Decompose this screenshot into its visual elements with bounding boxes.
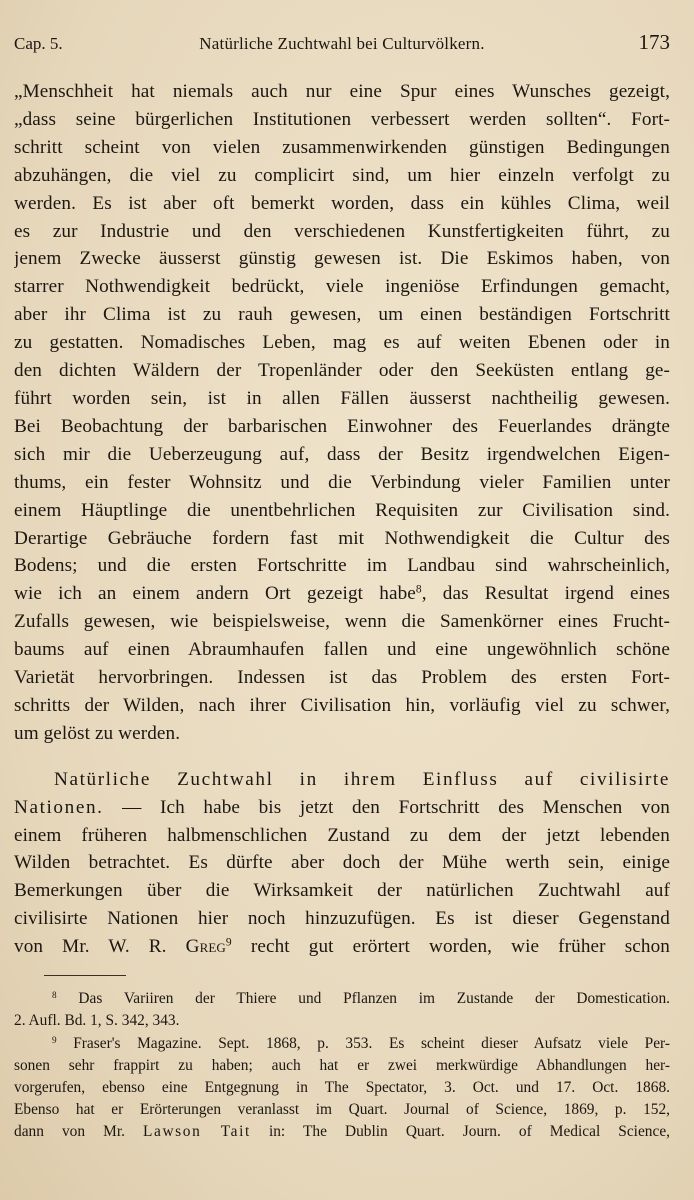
text-line: einem früheren halbmenschlichen Zustand zu dem der jetzt lebenden <box>14 824 670 846</box>
text-line: Zufalls gewesen, wie beispielsweise, wenn die Samenkörner eines Frucht- <box>14 611 670 633</box>
footnote-ref-8[interactable]: 8 <box>415 583 422 596</box>
text-line: starrer Nothwendigkeit bedrückt, viele ingeniöse Erfindungen gemacht, <box>14 276 670 298</box>
paragraph-2 <box>14 766 670 961</box>
text-line: baums auf einen Abraumhaufen fallen und eine ungewöhnlich schöne <box>14 639 670 661</box>
text-line: jenem Zwecke äusserst günstig gewesen ist. Die Eskimos haben, von <box>14 248 670 270</box>
text-line: Derartige Gebräuche fordern fast mit Nothwendigkeit die Cultur des <box>14 527 670 549</box>
footnote-9 <box>14 1033 670 1055</box>
footnote-line: sonen sehr frappirt zu haben; auch hat er zwei merkwürdige Abhandlungen her- <box>14 1056 670 1074</box>
footnote-ref-9[interactable]: 9 <box>225 936 232 949</box>
line-text: — Ich habe bis jetzt den Fortschritt des Menschen von <box>103 796 670 818</box>
text-line: schritts der Wilden, nach ihrer Civilisation hin, vorläufig viel zu schwer, <box>14 694 670 716</box>
text-line: werden. Es ist aber oft bemerkt worden, dass ein kühles Clima, weil <box>14 192 670 214</box>
line-text: wie ich an einem andern Ort gezeigt habe <box>14 583 416 605</box>
text-line <box>14 794 670 822</box>
footnote-text: in: The Dublin Quart. Journ. of Medical Science, <box>250 1123 670 1141</box>
footnote-marker: 9 <box>52 1034 57 1045</box>
text-line: abzuhängen, die viel zu complicirt sind, um hier einzeln verfolgt zu <box>14 164 670 186</box>
footnotes <box>14 988 670 1143</box>
text-line: führt worden sein, ist in allen Fällen äusserst nachtheilig gewesen. <box>14 387 670 409</box>
author-name: Greg <box>185 936 226 958</box>
footnote-line: Ebenso hat er Erörterungen veranlasst im Quart. Journal of Science, 1869, p. 152, <box>14 1101 670 1119</box>
text-line: um gelöst zu werden. <box>14 722 181 744</box>
footnote-text: Fraser's Magazine. Sept. 1868, p. 353. Es scheint dieser Aufsatz viele Per- <box>73 1034 670 1052</box>
text-line: „dass seine bürgerlichen Institutionen verbessert werden sollten“. Fort- <box>14 108 670 130</box>
text-line: es zur Industrie und den verschiedenen Kunstfertigkeiten führt, zu <box>14 220 670 242</box>
text-line: aber ihr Clima ist zu rauh gewesen, um einen beständigen Fortschritt <box>14 304 670 326</box>
footnote-divider <box>44 975 126 976</box>
footnote-line <box>14 1121 670 1143</box>
section-heading-cont: Nationen. <box>14 796 104 818</box>
footnote-line: 2. Aufl. Bd. 1, S. 342, 343. <box>14 1012 180 1030</box>
footnote-text: dann von Mr. <box>14 1123 144 1141</box>
running-title: Natürliche Zuchtwahl bei Culturvölkern. <box>199 34 485 53</box>
text-line: Bodens; und die ersten Fortschritte im Landbau sind wahrscheinlich, <box>14 555 670 577</box>
page-number: 173 <box>638 30 670 54</box>
footnote-marker: 8 <box>52 990 57 1001</box>
chapter-label: Cap. 5. <box>14 34 63 53</box>
text-line <box>14 933 670 961</box>
text-line: Varietät hervorbringen. Indessen ist das Problem des ersten Fort- <box>14 667 670 689</box>
line-text: recht gut erörtert worden, wie früher schon <box>231 936 670 958</box>
footnote-8 <box>14 988 670 1010</box>
footnote-line: vorgerufen, ebenso eine Entgegnung in The Spectator, 3. Oct. und 17. Oct. 1868. <box>14 1078 670 1096</box>
author-name: Lawson Tait <box>143 1123 251 1141</box>
section-heading: Natürliche Zuchtwahl in ihrem Einfluss auf civilisirte <box>54 768 670 790</box>
text-line: zu gestatten. Nomadisches Leben, mag es auf weiten Ebenen oder in <box>14 332 670 354</box>
text-line: thums, ein fester Wohnsitz und die Verbindung vieler Familien unter <box>14 471 670 493</box>
text-line: schritt scheint von vielen zusammenwirkenden günstigen Bedingungen <box>14 136 670 158</box>
footnote-text: Das Variiren der Thiere und Pflanzen im Zustande der Domestication. <box>78 990 670 1008</box>
text-line: einem Häuptlinge die unentbehrlichen Requisiten zur Civilisation sind. <box>14 499 670 521</box>
text-line: den dichten Wäldern der Tropenländer oder den Seeküsten entlang ge- <box>14 360 670 382</box>
line-text: , das Resultat irgend eines <box>421 583 670 605</box>
text-line: Wilden betrachtet. Es dürfte aber doch der Mühe werth sein, einige <box>14 852 670 874</box>
text-line <box>14 580 670 608</box>
text-line: sich mir die Ueberzeugung auf, dass der Besitz irgendwelchen Eigen- <box>14 443 670 465</box>
book-page <box>14 30 670 1144</box>
text-line: Bemerkungen über die Wirksamkeit der natürlichen Zuchtwahl auf <box>14 880 670 902</box>
text-line: Bei Beobachtung der barbarischen Einwohner des Feuerlandes drängte <box>14 415 670 437</box>
line-text: von Mr. W. R. <box>14 936 186 958</box>
text-line: civilisirte Nationen hier noch hinzuzufügen. Es ist dieser Gegenstand <box>14 908 670 930</box>
running-header <box>14 30 670 58</box>
paragraph-1 <box>14 78 670 748</box>
text-line: „Menschheit hat niemals auch nur eine Spur eines Wunsches gezeigt, <box>14 81 670 102</box>
paragraph-gap <box>14 748 670 766</box>
